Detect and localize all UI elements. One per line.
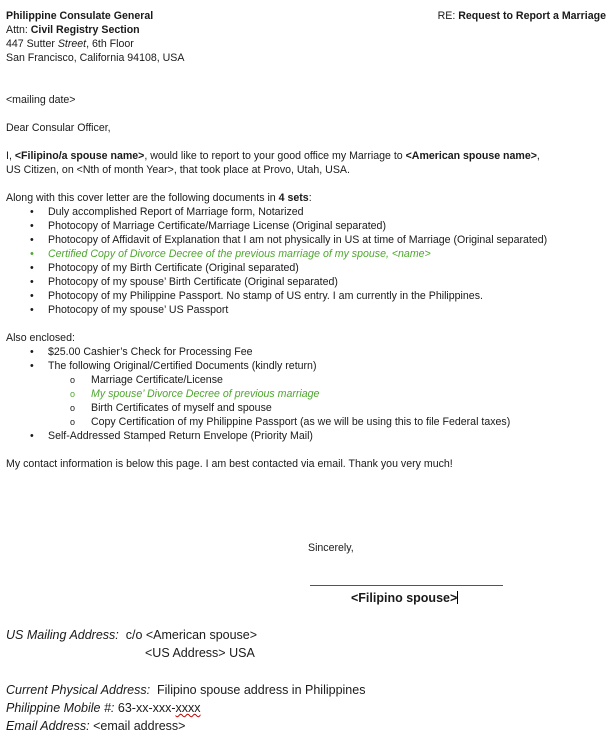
re-subject: Request to Report a Marriage (458, 10, 606, 22)
sublist-item: o Copy Certification of my Philippine Passport (as we will be using this to file Federal taxes) (70, 415, 606, 429)
spelling-flag: xxxx (175, 701, 201, 715)
documents-list (6, 205, 606, 317)
email-address: Email Address: <email address> (6, 719, 186, 733)
contact-note: My contact information is below this page. I am best contacted via email. Thank you very much! (6, 458, 453, 470)
list-item-highlighted: • Certified Copy of Divorce Decree of the previous marriage of my spouse, <name> (28, 247, 606, 261)
text-cursor (457, 591, 458, 604)
sublist-item: o Birth Certificates of myself and spouse (70, 401, 606, 415)
list-item: • Photocopy of my spouse’ US Passport (28, 303, 606, 317)
list-item: • Photocopy of my spouse’ Birth Certificate (Original separated) (28, 275, 606, 289)
us-mailing-label: US Mailing Address: (6, 628, 119, 642)
mobile-number: Philippine Mobile #: 63-xx-xxx-xxxx (6, 701, 201, 715)
signature-line (310, 585, 503, 586)
recipient-city: San Francisco, California 94108, USA (6, 52, 185, 64)
closing: Sincerely, (308, 542, 354, 554)
intro-line-1: I, <Filipino/a spouse name>, would like to report to your good office my Marriage to <American spouse name>, (6, 150, 540, 162)
list-item: • Photocopy of Affidavit of Explanation that I am not physically in US at time of Marriage (Original separated) (28, 233, 606, 247)
list-item: • Duly accomplished Report of Marriage form, Notarized (28, 205, 606, 219)
american-spouse-name: <American spouse name> (405, 150, 537, 162)
list-item: • Photocopy of my Birth Certificate (Original separated) (28, 261, 606, 275)
sublist-item-highlighted: o My spouse’ Divorce Decree of previous marriage (70, 387, 606, 401)
us-mailing-address-line-2: <US Address> USA (145, 646, 255, 660)
physical-address: Current Physical Address: Filipino spouse address in Philippines (6, 683, 366, 697)
also-enclosed-label: Also enclosed: (6, 332, 75, 344)
recipient-name: Philippine Consulate General (6, 10, 154, 22)
us-mailing-address: US Mailing Address: c/o <American spouse> (6, 628, 258, 642)
contact-block (6, 681, 365, 735)
signature-name[interactable]: <Filipino spouse> (351, 591, 458, 605)
list-item: • Photocopy of my Philippine Passport. No stamp of US entry. I am currently in the Philippines. (28, 289, 606, 303)
recipient-attn: Attn: Civil Registry Section (6, 24, 140, 36)
attn-name: Civil Registry Section (30, 24, 140, 36)
letter-body (6, 9, 606, 471)
list-item: • $25.00 Cashier’s Check for Processing Fee (28, 345, 606, 359)
sublist-item: o Marriage Certificate/License (70, 373, 606, 387)
recipient-street: 447 Sutter Street, 6th Floor (6, 38, 134, 50)
originals-sublist (48, 373, 606, 429)
intro-line-2: US Citizen, on <Nth of month Year>, that took place at Provo, Utah, USA. (6, 164, 350, 176)
mailing-date: <mailing date> (6, 94, 76, 106)
list-item: • The following Original/Certified Documents (kindly return) o Marriage Certificate/License o My spouse’ Divorce Decree of previous marriage o Birth Certificates of myself and spouse o Copy Certification of my Philippine Passport (as we will be using this to file Federal taxes) (28, 359, 606, 429)
filipino-spouse-name: <Filipino/a spouse name> (14, 150, 145, 162)
salutation: Dear Consular Officer, (6, 122, 111, 134)
re-line: RE: Request to Report a Marriage (437, 10, 606, 22)
enclosed-list (6, 345, 606, 443)
documents-intro: Along with this cover letter are the following documents in 4 sets: (6, 192, 312, 204)
list-item: • Photocopy of Marriage Certificate/Marriage License (Original separated) (28, 219, 606, 233)
list-item: • Self-Addressed Stamped Return Envelope (Priority Mail) (28, 429, 606, 443)
